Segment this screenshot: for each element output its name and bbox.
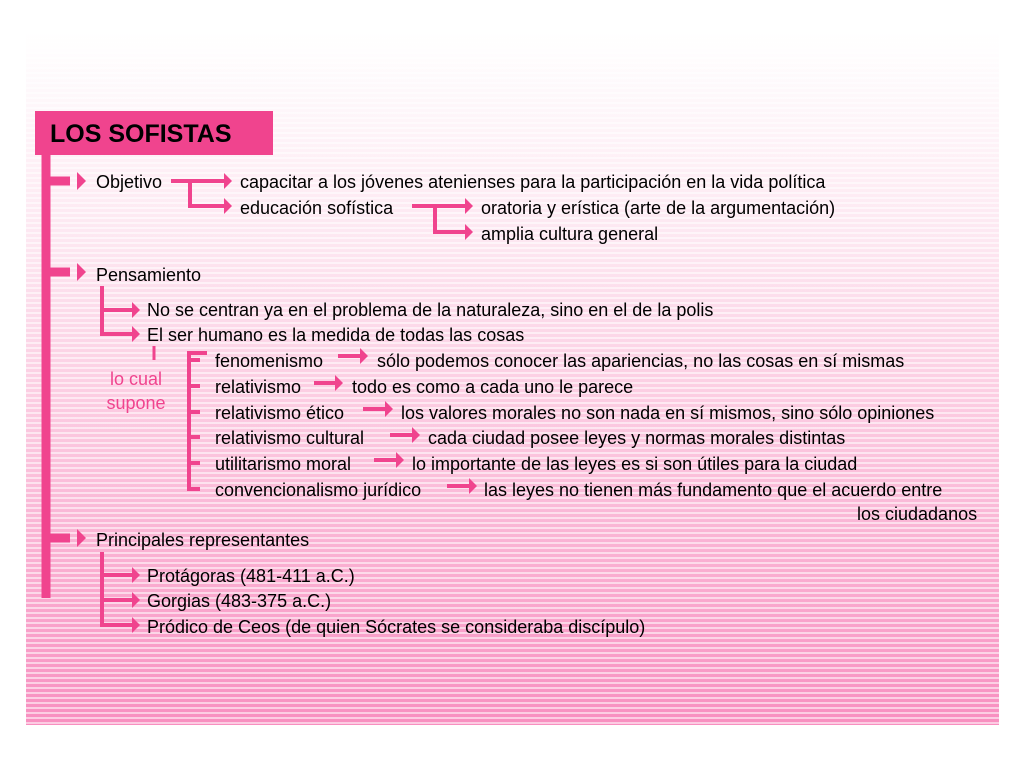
arrowhead-icon xyxy=(224,173,232,189)
section-arrowhead-icon xyxy=(77,263,86,281)
section-label-objetivo: Objetivo xyxy=(96,172,163,192)
implication-term: convencionalismo jurídico xyxy=(215,480,422,500)
representante-item: Protágoras (481-411 a.C.) xyxy=(147,566,355,586)
arrowhead-icon xyxy=(465,198,473,214)
section-label-pensamiento: Pensamiento xyxy=(96,265,202,285)
pensamiento-item-2: El ser humano es la medida de todas las cosas xyxy=(147,325,525,345)
arrowhead-icon xyxy=(132,302,140,318)
section-arrowhead-icon xyxy=(77,529,86,547)
implication-meaning: sólo podemos conocer las apariencias, no las cosas en sí mismas xyxy=(377,351,905,371)
representante-item: Gorgias (483-375 a.C.) xyxy=(147,591,332,611)
page-title: LOS SOFISTAS xyxy=(50,120,232,148)
objetivo-subitem-1: oratoria y erística (arte de la argumentación) xyxy=(481,198,836,218)
arrowhead-icon xyxy=(132,617,140,633)
arrowhead-icon xyxy=(132,567,140,583)
implication-term: relativismo cultural xyxy=(215,428,365,448)
implication-term: utilitarismo moral xyxy=(215,454,352,474)
arrowhead-icon xyxy=(396,452,404,468)
representante-item: Pródico de Ceos (de quien Sócrates se consideraba discípulo) xyxy=(147,617,646,637)
arrowhead-icon xyxy=(335,375,343,391)
section-arrowhead-icon xyxy=(77,172,86,190)
objetivo-item-1: capacitar a los jóvenes atenienses para la participación en la vida política xyxy=(240,172,826,192)
implication-meaning: cada ciudad posee leyes y normas morales distintas xyxy=(428,428,846,448)
arrowhead-icon xyxy=(412,427,420,443)
implication-meaning: lo importante de las leyes es si son útiles para la ciudad xyxy=(412,454,858,474)
arrowhead-icon xyxy=(385,401,393,417)
implication-meaning: todo es como a cada uno le parece xyxy=(352,377,634,397)
arrowhead-icon xyxy=(224,198,232,214)
implication-meaning: los valores morales no son nada en sí mismos, sino sólo opiniones xyxy=(401,403,935,423)
arrowhead-icon xyxy=(360,348,368,364)
implication-meaning-continued: los ciudadanos xyxy=(857,504,978,524)
objetivo-subitem-2: amplia cultura general xyxy=(481,224,659,244)
implication-meaning: las leyes no tienen más fundamento que el acuerdo entre xyxy=(484,480,943,500)
objetivo-item-2: educación sofística xyxy=(240,198,394,218)
arrowhead-icon xyxy=(465,224,473,240)
implies-label-line-2: supone xyxy=(106,393,166,413)
implication-term: relativismo ético xyxy=(215,403,345,423)
implication-term: relativismo xyxy=(215,377,302,397)
implication-term: fenomenismo xyxy=(215,351,324,371)
pensamiento-item-1: No se centran ya en el problema de la naturaleza, sino en el de la polis xyxy=(147,300,714,320)
arrowhead-icon xyxy=(469,478,477,494)
implies-label-line-1: lo cual xyxy=(109,369,163,389)
section-label-representantes: Principales representantes xyxy=(96,530,310,550)
arrowhead-icon xyxy=(132,592,140,608)
arrowhead-icon xyxy=(132,326,140,342)
